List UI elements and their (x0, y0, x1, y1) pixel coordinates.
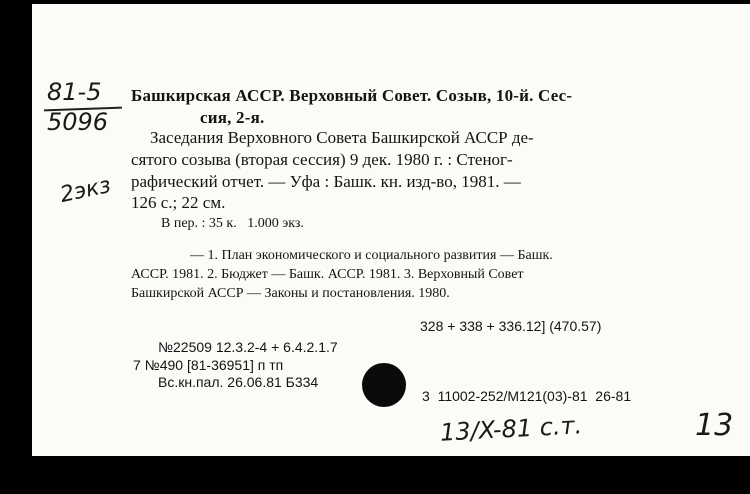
price-and-print-run: В пер. : 35 к. 1.000 экз. (161, 216, 304, 231)
card-heading-line1: Башкирская АССР. Верховный Совет. Созыв, 10-й. Сес- (131, 86, 573, 105)
registry-line3: Вс.кн.пал. 26.06.81 Б334 (158, 374, 319, 390)
card-body-line3: рафический отчет. — Уфа : Башк. кн. изд-во, 1981. — (131, 172, 521, 191)
subjects-line3: Башкирской АССР — Законы и постановления. 1980. (131, 286, 450, 301)
punch-hole (362, 363, 406, 407)
card-body-line4: 126 с.; 22 см. (131, 193, 226, 212)
publisher-code-line: 3 11002-252/М121(03)-81 26-81 (422, 388, 632, 404)
handwritten-shelf-top: 81-5 (47, 78, 102, 106)
card-body-line2: сятого созыва (вторая сессия) 9 дек. 1980 г. : Стеног- (131, 150, 513, 169)
registry-line2: 7 №490 [81-36951] п тп (133, 357, 284, 373)
handwritten-corner-mark: 13 (695, 408, 734, 443)
handwritten-copies-mark: 2экз (57, 172, 114, 209)
card-heading-line2: сия, 2-я. (200, 108, 265, 127)
subjects-line1: — 1. План экономического и социального развития — Башк. (190, 248, 553, 263)
handwritten-shelf-bottom: 5096 (47, 108, 109, 136)
card-body-line1: Заседания Верховного Совета Башкирской АССР де- (150, 128, 534, 147)
subjects-line2: АССР. 1981. 2. Бюджет — Башк. АССР. 1981. 3. Верховный Совет (131, 267, 524, 282)
handwritten-date-note: 13/X-81 с.т. (439, 411, 583, 447)
registry-line1: №22509 12.3.2-4 + 6.4.2.1.7 (158, 339, 338, 355)
classification-index: 328 + 338 + 336.12] (470.57) (420, 318, 602, 334)
